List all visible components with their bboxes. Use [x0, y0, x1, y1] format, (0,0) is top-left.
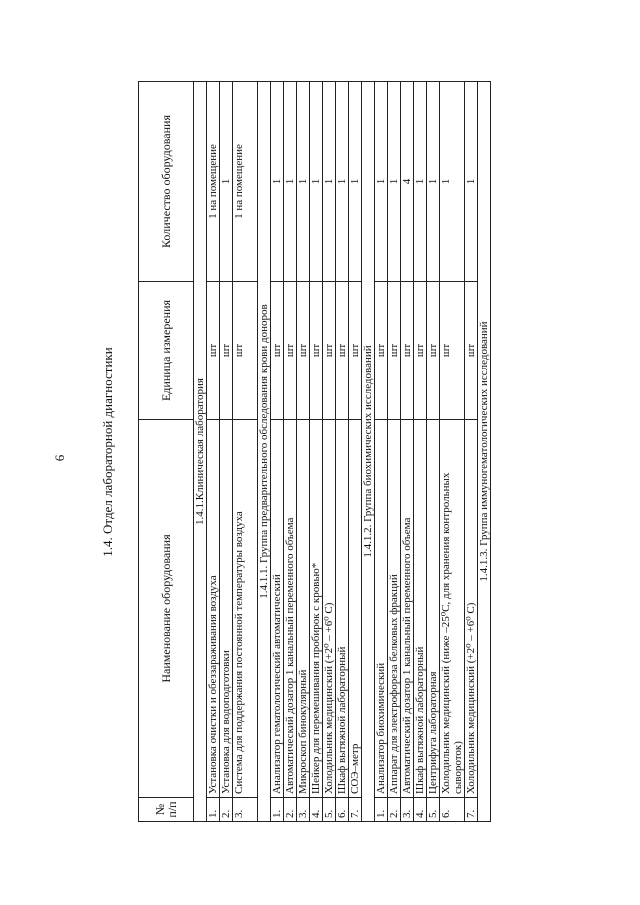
table-row [220, 82, 233, 822]
row-num: 5. [323, 798, 336, 822]
group-title: 1.4.1.2. Группа биохимических исследований [362, 82, 375, 822]
row-num: 3. [233, 798, 258, 822]
row-unit: шт [427, 282, 440, 420]
table-row [465, 82, 478, 822]
row-num: 1. [207, 798, 220, 822]
row-unit: шт [207, 282, 220, 420]
row-num: 5. [427, 798, 440, 822]
table-row [336, 82, 349, 822]
table-row [207, 82, 220, 822]
row-unit: шт [401, 282, 414, 420]
header-name: Наименование оборудования [139, 420, 194, 798]
row-num: 3. [297, 798, 310, 822]
row-unit: шт [465, 282, 478, 420]
row-num: 1. [375, 798, 388, 822]
row-name: Холодильник медицинский (+2⁰ – +6⁰ С) [323, 420, 336, 798]
row-num: 6. [336, 798, 349, 822]
table-row [323, 82, 336, 822]
row-name: Анализатор гематологический автоматический [271, 420, 284, 798]
row-qty: 1 на помещение [207, 82, 220, 282]
row-qty: 1 [284, 82, 297, 282]
table-row [284, 82, 297, 822]
row-num: 3. [401, 798, 414, 822]
group-row-donor-screening [258, 82, 271, 822]
row-name: Шейкер для перемешивания пробирок с кровью* [310, 420, 323, 798]
row-qty: 1 [310, 82, 323, 282]
row-name: Холодильник медицинский (ниже –25⁰С, для хранения контрольных сывороток) [440, 420, 465, 798]
row-unit: шт [336, 282, 349, 420]
header-num: № п/п [139, 798, 194, 822]
table-row [310, 82, 323, 822]
row-qty: 1 [414, 82, 427, 282]
row-qty: 1 [297, 82, 310, 282]
row-num: 7. [465, 798, 478, 822]
row-qty: 1 [465, 82, 478, 282]
row-unit: шт [349, 282, 362, 420]
row-qty: 1 на помещение [233, 82, 258, 282]
row-name: Система для поддержания постоянной температуры воздуха [233, 420, 258, 798]
section-title: 1.4. Отдел лабораторной диагностики [100, 347, 115, 557]
table-row [440, 82, 465, 822]
row-unit: шт [284, 282, 297, 420]
row-qty: 1 [220, 82, 233, 282]
row-qty: 4 [401, 82, 414, 282]
row-qty: 1 [440, 82, 465, 282]
row-name: Автоматический дозатор 1 канальный переменного объема [284, 420, 297, 798]
table-row [375, 82, 388, 822]
row-unit: шт [297, 282, 310, 420]
row-qty: 1 [323, 82, 336, 282]
row-unit: шт [414, 282, 427, 420]
row-name: Анализатор биохимический [375, 420, 388, 798]
row-qty: 1 [349, 82, 362, 282]
table-row [388, 82, 401, 822]
row-name: Установка для водоподготовки [220, 420, 233, 798]
row-unit: шт [440, 282, 465, 420]
header-unit: Единица измерения [139, 282, 194, 420]
row-unit: шт [323, 282, 336, 420]
row-unit: шт [375, 282, 388, 420]
equipment-table [138, 81, 491, 822]
page-number: 6 [52, 454, 67, 462]
row-name: СОЭ–метр [349, 420, 362, 798]
row-name: Холодильник медицинский (+2⁰ – +6⁰ С) [465, 420, 478, 798]
row-qty: 1 [388, 82, 401, 282]
group-row-clinical-lab [194, 82, 207, 822]
row-qty: 1 [336, 82, 349, 282]
table-header-row [139, 82, 194, 822]
table-row [349, 82, 362, 822]
table-row [233, 82, 258, 822]
row-num: 2. [284, 798, 297, 822]
group-title: 1.4.1.3. Группа иммуногематологических исследований [478, 82, 491, 822]
row-unit: шт [233, 282, 258, 420]
table-row [401, 82, 414, 822]
row-unit: шт [220, 282, 233, 420]
row-name: Установка очистки и обеззараживания воздуха [207, 420, 220, 798]
row-qty: 1 [271, 82, 284, 282]
table-row [271, 82, 284, 822]
group-row-biochemistry [362, 82, 375, 822]
row-name: Микроскоп бинокулярный [297, 420, 310, 798]
group-row-immunohematology [478, 82, 491, 822]
row-qty: 1 [375, 82, 388, 282]
table-row [427, 82, 440, 822]
group-title: 1.4.1.1. Группа предварительного обследования крови доноров [258, 82, 271, 822]
row-name: Шкаф вытяжной лабораторный [336, 420, 349, 798]
rotated-page-content [95, 82, 585, 822]
row-num: 6. [440, 798, 465, 822]
row-name: Автоматический дозатор 1 канальный переменного объема [401, 420, 414, 798]
row-num: 4. [310, 798, 323, 822]
row-name: Аппарат для электрофореза белковых фракций [388, 420, 401, 798]
row-qty: 1 [427, 82, 440, 282]
table-row [297, 82, 310, 822]
table-row [414, 82, 427, 822]
row-name: Центрифуга лабораторная [427, 420, 440, 798]
row-unit: шт [388, 282, 401, 420]
row-num: 2. [220, 798, 233, 822]
row-unit: шт [271, 282, 284, 420]
row-name: Шкаф вытяжной лабораторный [414, 420, 427, 798]
row-num: 4. [414, 798, 427, 822]
row-num: 7. [349, 798, 362, 822]
row-unit: шт [310, 282, 323, 420]
header-qty: Количество оборудования [139, 82, 194, 282]
group-title: 1.4.1.Клиническая лаборатория [194, 82, 207, 822]
row-num: 1. [271, 798, 284, 822]
row-num: 2. [388, 798, 401, 822]
